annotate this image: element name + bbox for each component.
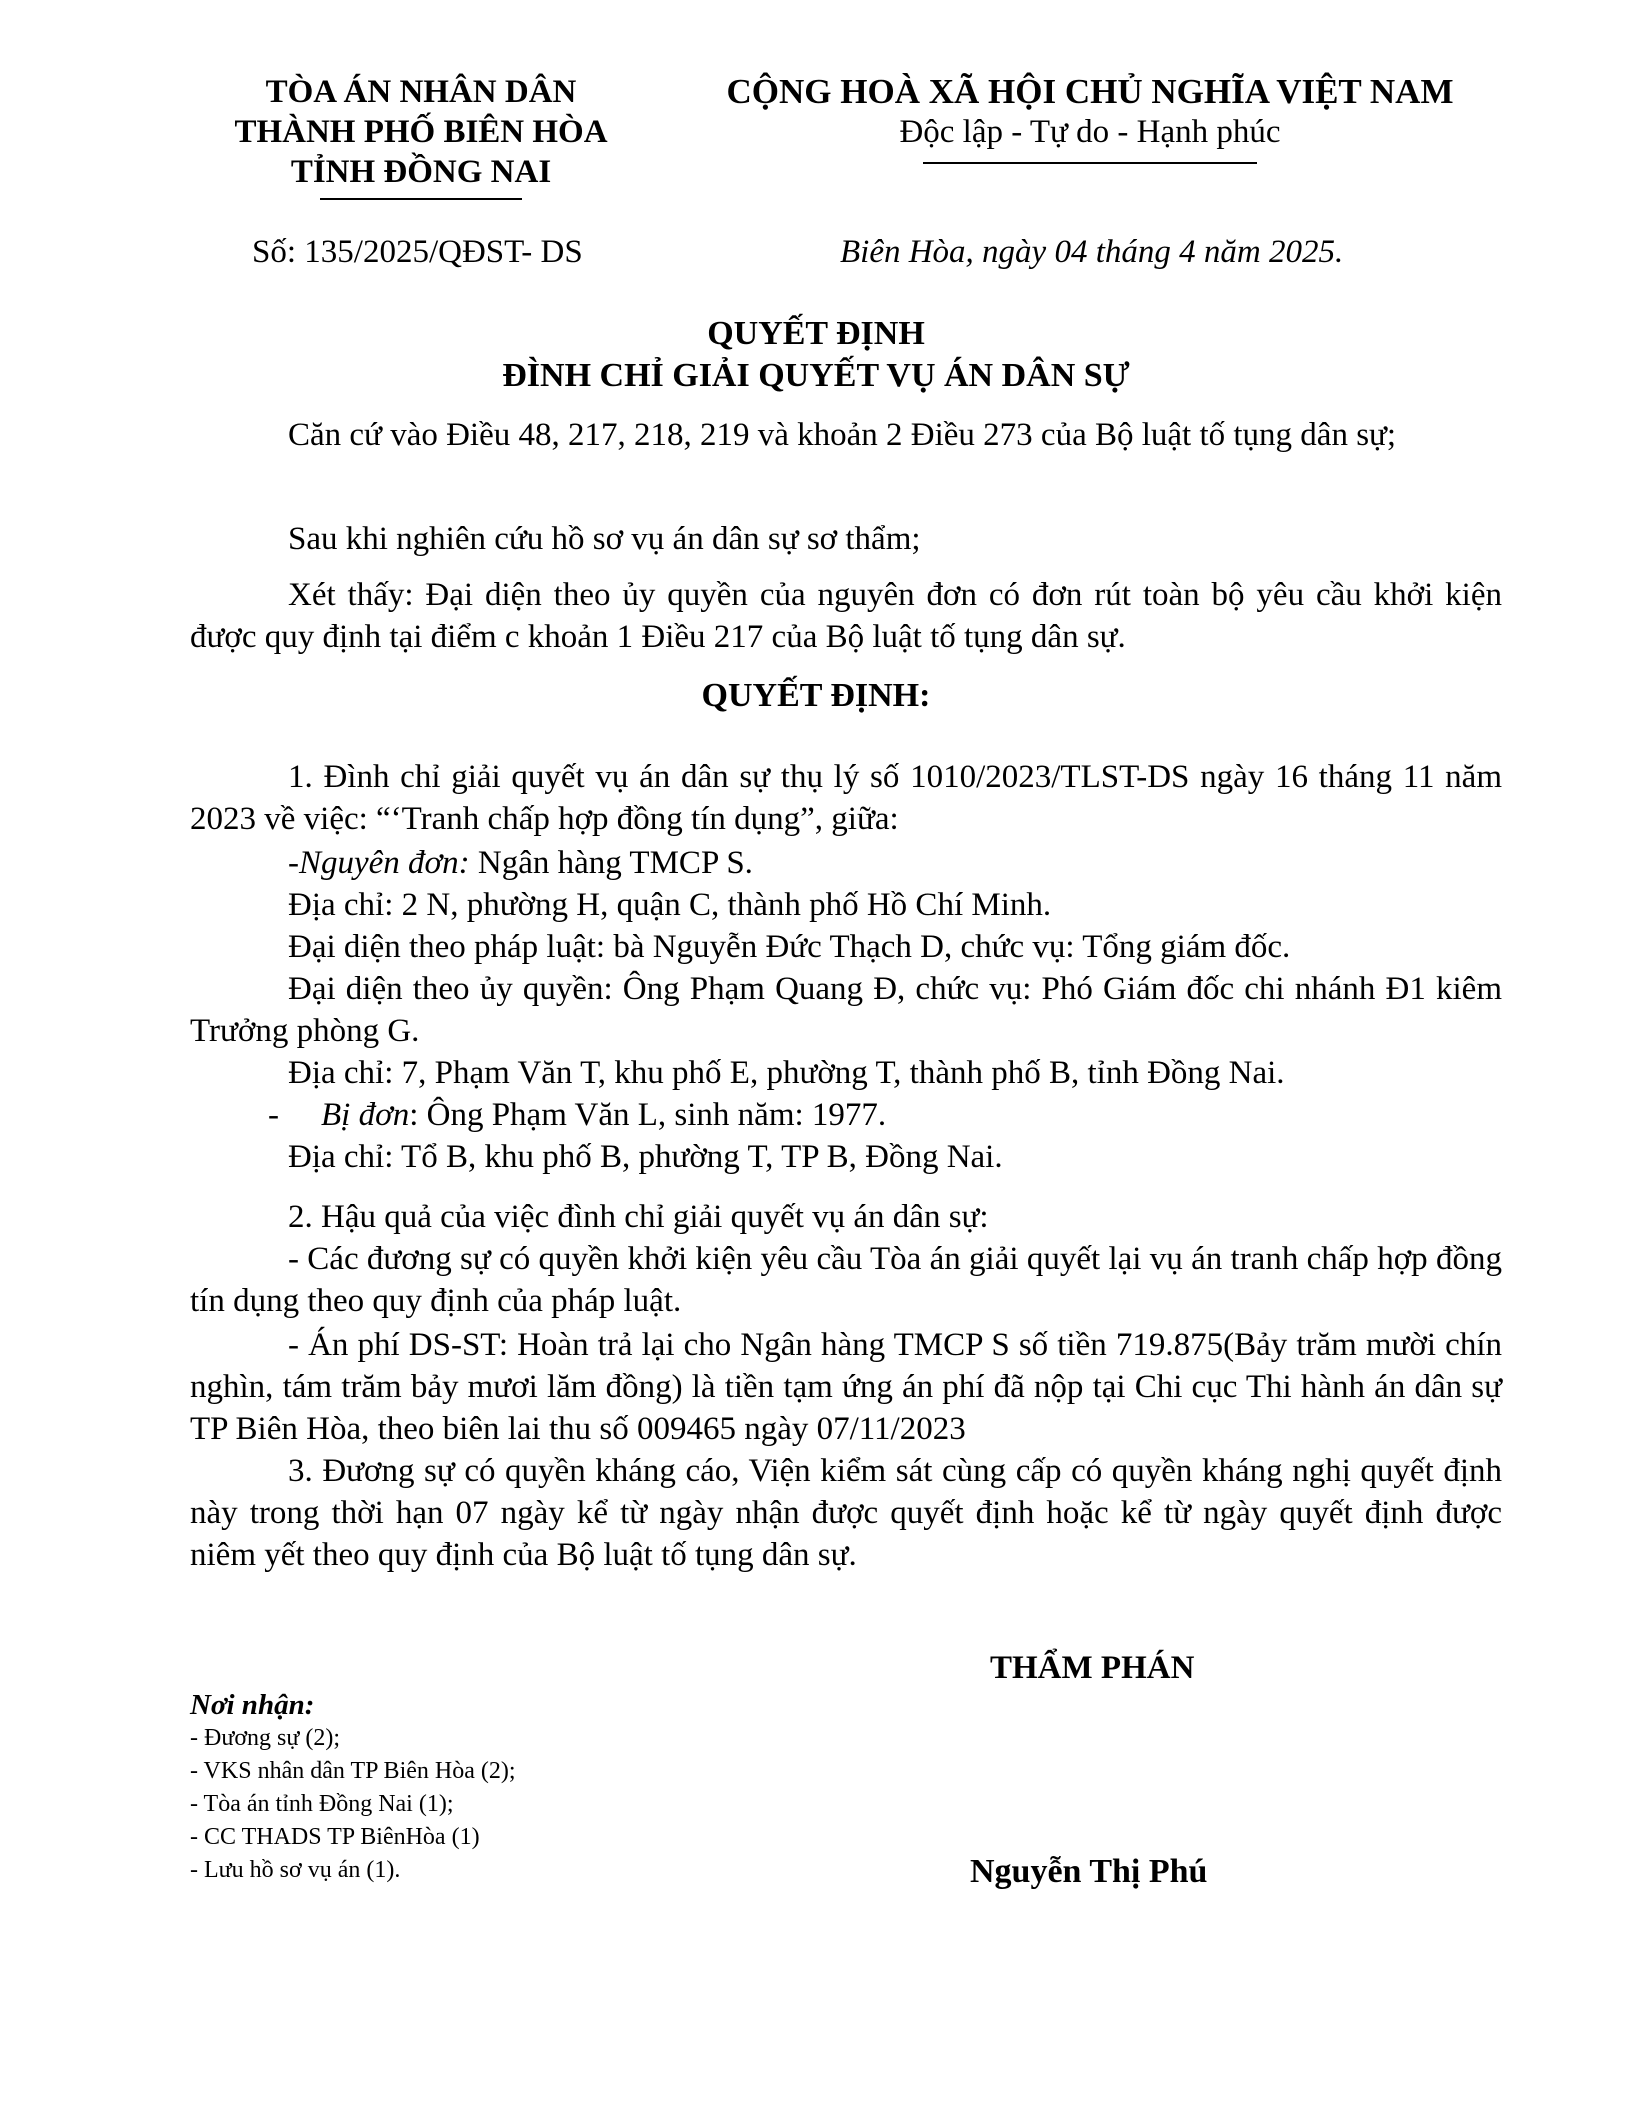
item-1-paragraph: 1. Đình chỉ giải quyết vụ án dân sự thụ lý số 1010/2023/TLST-DS ngày 16 tháng 11 năm 2023 về việc: “‘Tranh chấp hợp đồng tín dụng”, giữa: bbox=[190, 759, 1502, 837]
court-header bbox=[160, 72, 682, 200]
recipients-list bbox=[190, 1722, 516, 1887]
right-to-sue-paragraph: - Các đương sự có quyền khởi kiện yêu cầu Tòa án giải quyết lại vụ án tranh chấp hợp đồng tín dụng theo quy định của pháp luật. bbox=[190, 1241, 1502, 1319]
court-name-line: TÒA ÁN NHÂN DÂN bbox=[265, 74, 577, 110]
motto-divider bbox=[923, 162, 1257, 164]
legal-basis-paragraph: Căn cứ vào Điều 48, 217, 218, 219 và khoản 2 Điều 273 của Bộ luật tố tụng dân sự; bbox=[288, 417, 1397, 453]
finding-paragraph: Xét thấy: Đại diện theo ủy quyền của nguyên đơn có đơn rút toàn bộ yêu cầu khởi kiện được quy định tại điểm c khoản 1 Điều 217 của Bộ luật tố tụng dân sự. bbox=[190, 577, 1502, 655]
nation-name: CỘNG HOÀ XÃ HỘI CHỦ NGHĨA VIỆT NAM bbox=[726, 72, 1454, 111]
defendant-dash: - bbox=[268, 1097, 279, 1133]
review-paragraph: Sau khi nghiên cứu hồ sơ vụ án dân sự sơ thẩm; bbox=[288, 521, 921, 557]
national-motto: Độc lập - Tự do - Hạnh phúc bbox=[899, 114, 1281, 150]
recipient-item: - VKS nhân dân TP Biên Hòa (2); bbox=[190, 1758, 516, 1784]
document-title: QUYẾT ĐỊNH bbox=[707, 315, 925, 352]
recipient-item: - Đương sự (2); bbox=[190, 1725, 341, 1751]
decision-heading: QUYẾT ĐỊNH: bbox=[701, 677, 931, 714]
judge-name: Nguyễn Thị Phú bbox=[970, 1853, 1208, 1890]
plaintiff-name: Ngân hàng TMCP S. bbox=[469, 845, 753, 881]
plaintiff-address: Địa chỉ: 2 N, phường H, quận C, thành phố Hồ Chí Minh. bbox=[288, 887, 1052, 923]
document-number: Số: 135/2025/QĐST- DS bbox=[252, 234, 583, 270]
authorized-representative: Đại diện theo ủy quyền: Ông Phạm Quang Đ, chức vụ: Phó Giám đốc chi nhánh Đ1 kiêm Trưởng phòng G. bbox=[190, 971, 1502, 1049]
item-2-heading: 2. Hậu quả của việc đình chỉ giải quyết vụ án dân sự: bbox=[288, 1199, 989, 1235]
plaintiff-label: -Nguyên đơn: bbox=[288, 845, 470, 881]
defendant-line bbox=[268, 1094, 886, 1136]
issue-date: Biên Hòa, ngày 04 tháng 4 năm 2025. bbox=[840, 234, 1344, 270]
legal-representative: Đại diện theo pháp luật: bà Nguyễn Đức Thạch D, chức vụ: Tổng giám đốc. bbox=[288, 929, 1291, 965]
recipients-title: Nơi nhận: bbox=[190, 1689, 315, 1721]
defendant-address: Địa chỉ: Tổ B, khu phố B, phường T, TP B, Đồng Nai. bbox=[288, 1139, 1003, 1175]
court-fee-paragraph: - Án phí DS-ST: Hoàn trả lại cho Ngân hàng TMCP S số tiền 719.875(Bảy trăm mười chín nghìn, tám trăm bảy mươi lăm đồng) là tiền tạm ứng án phí đã nộp tại Chi cục Thi hành án dân sự TP Biên Hòa, theo biên lai thu số 009465 ngày 07/11/2023 bbox=[190, 1327, 1502, 1447]
judge-title: THẨM PHÁN bbox=[990, 1650, 1195, 1686]
plaintiff-line bbox=[288, 842, 753, 884]
court-city-line: THÀNH PHỐ BIÊN HÒA bbox=[234, 114, 608, 150]
nation-header bbox=[690, 72, 1490, 164]
defendant-name: : Ông Phạm Văn L, sinh năm: 1977. bbox=[409, 1097, 887, 1133]
defendant-label: Bị đơn bbox=[321, 1097, 410, 1133]
document-subtitle: ĐÌNH CHỈ GIẢI QUYẾT VỤ ÁN DÂN SỰ bbox=[502, 357, 1130, 394]
recipient-item: - CC THADS TP BiênHòa (1) bbox=[190, 1824, 480, 1850]
court-province-line: TỈNH ĐỒNG NAI bbox=[290, 154, 552, 190]
recipient-item: - Lưu hồ sơ vụ án (1). bbox=[190, 1857, 401, 1883]
court-header-divider bbox=[320, 198, 522, 200]
representative-address: Địa chỉ: 7, Phạm Văn T, khu phố E, phường T, thành phố B, tỉnh Đồng Nai. bbox=[288, 1055, 1285, 1091]
item-3-paragraph: 3. Đương sự có quyền kháng cáo, Viện kiểm sát cùng cấp có quyền kháng nghị quyết định này trong thời hạn 07 ngày kể từ ngày nhận được quyết định hoặc kể từ ngày quyết định được niêm yết theo quy định của Bộ luật tố tụng dân sự. bbox=[190, 1453, 1502, 1573]
recipient-item: - Tòa án tỉnh Đồng Nai (1); bbox=[190, 1791, 454, 1817]
